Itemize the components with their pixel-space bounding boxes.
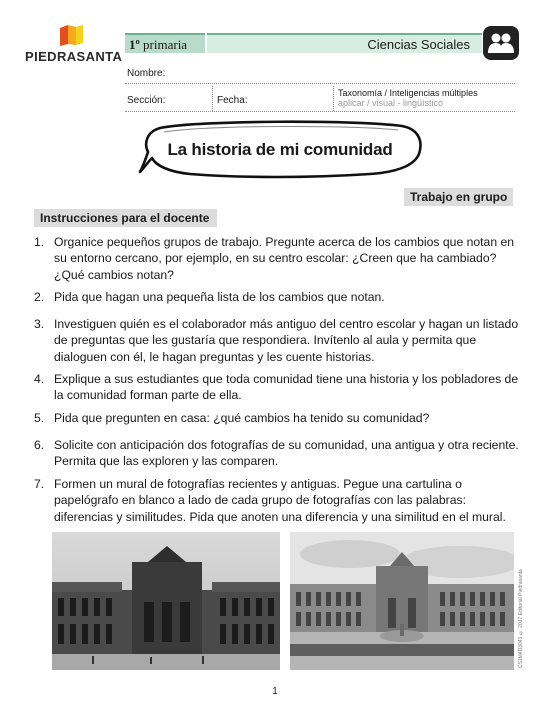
logo-text: PIEDRASANTA	[25, 49, 123, 64]
item-number: 5.	[34, 411, 45, 425]
item-text: Organice pequeños grupos de trabajo. Pregunte acerca de los cambios que notan en su entorno cercano, por ejemplo, en su centro escolar: ¿Creen que ha cambiado? ¿Qué cambios notan?	[54, 235, 515, 282]
subject-title: Ciencias Sociales	[367, 37, 470, 52]
item-text: Solicite con anticipación dos fotografías de su comunidad, una antigua y otra reciente. Permita que las exploren y las comparen.	[54, 438, 519, 469]
work-mode-tag: Trabajo en grupo	[404, 188, 513, 206]
instructions-heading: Instrucciones para el docente	[34, 209, 217, 227]
section-field[interactable]	[125, 111, 515, 112]
page-number: 1	[272, 686, 278, 697]
subject-bar	[207, 33, 482, 53]
section-label: Sección:	[127, 95, 166, 106]
item-number: 2.	[34, 290, 45, 304]
taxonomy-values: aplicar / visual - lingüístico	[338, 98, 444, 108]
group-icon	[483, 26, 519, 60]
item-number: 1.	[34, 235, 45, 249]
item-number: 6.	[34, 438, 45, 452]
date-label: Fecha:	[217, 95, 248, 106]
item-text: Explique a sus estudiantes que toda comunidad tiene una historia y los pobladores de la comunidad forman parte de ella.	[54, 372, 519, 403]
name-label: Nombre:	[127, 68, 166, 79]
logo-mark	[58, 24, 84, 46]
taxonomy-title: Taxonomía / Inteligencias múltiples	[338, 88, 478, 98]
page-title: La historia de mi comunidad	[167, 140, 393, 159]
grade-number: 1º	[129, 37, 140, 52]
item-number: 3.	[34, 317, 45, 331]
item-number: 7.	[34, 477, 45, 491]
item-text: Investiguen quién es el colaborador más antiguo del centro escolar y hagan un listado de preguntas que les gustaría que respondiera. Invítenlo al aula y permita que dialoguen con él, le hagan preguntas y les cuente historias.	[54, 317, 519, 364]
publisher-logo	[25, 24, 123, 66]
grade-level: primaria	[143, 37, 188, 52]
copyright-notice: CS1M4D3041 © 2017 Editorial Piedrasanta	[518, 569, 524, 668]
divider	[333, 86, 334, 111]
grade-badge	[125, 33, 205, 53]
name-field[interactable]	[125, 83, 515, 84]
item-text: Pida que hagan una pequeña lista de los cambios que notan.	[54, 290, 385, 304]
item-text: Pida que pregunten en casa: ¿qué cambios ha tenido su comunidad?	[54, 411, 430, 425]
item-number: 4.	[34, 372, 45, 386]
old-photo	[52, 532, 280, 670]
recent-photo	[290, 532, 514, 670]
item-text: Formen un mural de fotografías recientes y antiguas. Pegue una cartulina o papelógrafo en blanco a lado de cada grupo de fotografías con las palabras: diferencias y similitudes. Pida que anoten una diferencia y una similitud en el mural.	[54, 477, 506, 524]
divider	[212, 86, 213, 111]
